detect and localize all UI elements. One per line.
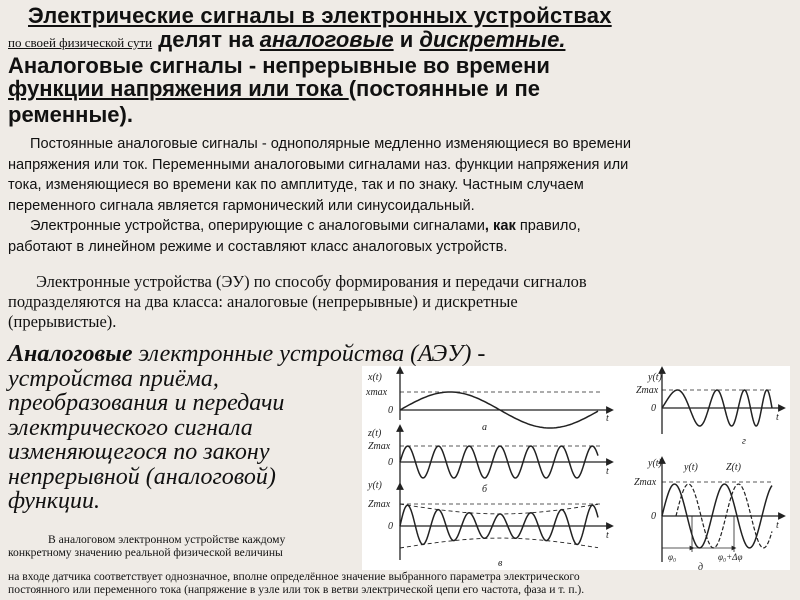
footnote-line-3: на входе датчика соответствует однозначное, вполне определённое значение выбранного параметра электрического bbox=[8, 570, 580, 583]
analog-line: непрерывной (аналоговой) bbox=[8, 463, 276, 490]
panel-g-caption: г bbox=[742, 436, 746, 447]
para2-text-bold: , как bbox=[484, 218, 516, 234]
analog-line-1-rest: электронные устройства (АЭУ) - bbox=[132, 341, 486, 367]
panel-v-caption: в bbox=[498, 558, 503, 569]
panel-v-max-label: Zmax bbox=[368, 499, 391, 510]
panel-a bbox=[400, 370, 610, 428]
panel-a-ylabel: x(t) bbox=[368, 372, 382, 383]
panel-d-max-label: Zmax bbox=[634, 477, 657, 488]
intro-line-3-underlined: функции напряжения или тока bbox=[8, 76, 349, 101]
intro-analog-word: аналоговые bbox=[259, 27, 394, 52]
para3-line: (прерывистые). bbox=[8, 312, 117, 331]
panel-d bbox=[662, 460, 782, 562]
intro-line-1 bbox=[8, 28, 798, 54]
para2-line-1 bbox=[8, 216, 581, 237]
panel-d-caption: д bbox=[698, 562, 704, 570]
intro-line-2: Аналоговые сигналы - непрерывные во времени bbox=[8, 53, 550, 78]
panel-g-t: t bbox=[776, 412, 779, 423]
analog-bold-word: Аналоговые bbox=[8, 341, 133, 367]
panel-a-t: t bbox=[606, 413, 609, 424]
panel-b-max-label: Zmax bbox=[368, 441, 391, 452]
intro-and: и bbox=[393, 27, 420, 52]
para1-line: Постоянные аналоговые сигналы - однополярные медленно изменяющиеся во времени bbox=[30, 136, 632, 152]
intro-part1: делят на bbox=[152, 27, 260, 52]
panel-b-zero: 0 bbox=[388, 457, 393, 468]
panel-v-t: t bbox=[606, 530, 609, 541]
para1-line: переменного сигнала является гармонический или синусоидальный. bbox=[8, 197, 475, 214]
panel-g-max-label: Zmax bbox=[636, 385, 659, 396]
para1-line: напряжения или ток. Переменными аналоговыми сигналами наз. функции напряжения или bbox=[8, 156, 629, 173]
analog-line: функции. bbox=[8, 488, 101, 514]
panel-d-z-curve-label: Z(t) bbox=[726, 462, 741, 473]
panel-a-max-label: xmax bbox=[366, 387, 388, 398]
panel-b bbox=[400, 428, 610, 484]
paragraph-analog-devices bbox=[8, 216, 581, 257]
panel-d-phi2: φ₀+Δφ bbox=[718, 552, 743, 562]
paragraph-classes bbox=[8, 272, 587, 332]
panel-a-zero: 0 bbox=[388, 405, 393, 416]
para1-line: тока, изменяющиеся во времени как по амплитуде, так и по знаку. Частным случаем bbox=[8, 177, 584, 193]
intro-discrete-word: дискретные. bbox=[419, 27, 566, 52]
panel-d-phi: φ₀ bbox=[668, 552, 677, 562]
para2-line-2: работают в линейном режиме и составляют класс аналоговых устройств. bbox=[8, 238, 508, 255]
panel-a-caption: а bbox=[482, 422, 487, 433]
para3-line: Электронные устройства (ЭУ) по способу формирования и передачи сигналов bbox=[36, 272, 587, 291]
analog-line: устройства приёма, bbox=[8, 365, 219, 392]
footnote-line-2: конкретному значению реальной физической величины bbox=[8, 546, 283, 559]
para2-text-a: Электронные устройства, оперирующие с аналоговыми сигналами bbox=[30, 218, 485, 234]
intro-heading bbox=[8, 28, 798, 126]
slide-title: Электрические сигналы в электронных устройствах bbox=[28, 3, 612, 28]
panel-g-zero: 0 bbox=[651, 403, 656, 414]
panel-d-y-curve-label: y(t) bbox=[684, 462, 698, 473]
panel-v bbox=[400, 486, 610, 560]
para2-text-b: правило, bbox=[515, 218, 581, 234]
intro-line-3-rest: (постоянные и пе bbox=[348, 76, 541, 101]
intro-line-3 bbox=[8, 77, 798, 103]
panel-d-t: t bbox=[776, 520, 779, 531]
panel-b-ylabel: z(t) bbox=[368, 428, 382, 439]
panel-b-caption: б bbox=[482, 484, 488, 495]
panel-d-ylabel: y(t) bbox=[648, 458, 662, 469]
intro-small-prefix: по своей физической сути bbox=[8, 35, 153, 50]
paragraph-constant-signals bbox=[8, 134, 631, 216]
panel-d-zero: 0 bbox=[651, 511, 656, 522]
analog-line: преобразования и передачи bbox=[8, 390, 285, 416]
para3-line: подразделяются на два класса: аналоговые (непрерывные) и дискретные bbox=[8, 292, 518, 311]
panel-v-ylabel: y(t) bbox=[368, 480, 382, 491]
panel-g-ylabel: y(t) bbox=[648, 372, 662, 383]
panel-v-zero: 0 bbox=[388, 521, 393, 532]
signals-figure bbox=[362, 366, 790, 570]
analog-line: изменяющегося по закону bbox=[8, 439, 270, 465]
panel-b-t: t bbox=[606, 466, 609, 477]
intro-line-4: ременные). bbox=[8, 102, 133, 127]
panel-g bbox=[662, 370, 782, 434]
footnote-line-4: постоянного или переменного тока (напряжение в узле или ток в ветви электрической цепи его частота, фаза и т. п.). bbox=[8, 583, 585, 596]
analog-line: электрического сигнала bbox=[8, 414, 253, 441]
analog-line-1 bbox=[8, 341, 486, 367]
footnote-line-1: В аналоговом электронном устройстве каждому bbox=[48, 533, 286, 546]
